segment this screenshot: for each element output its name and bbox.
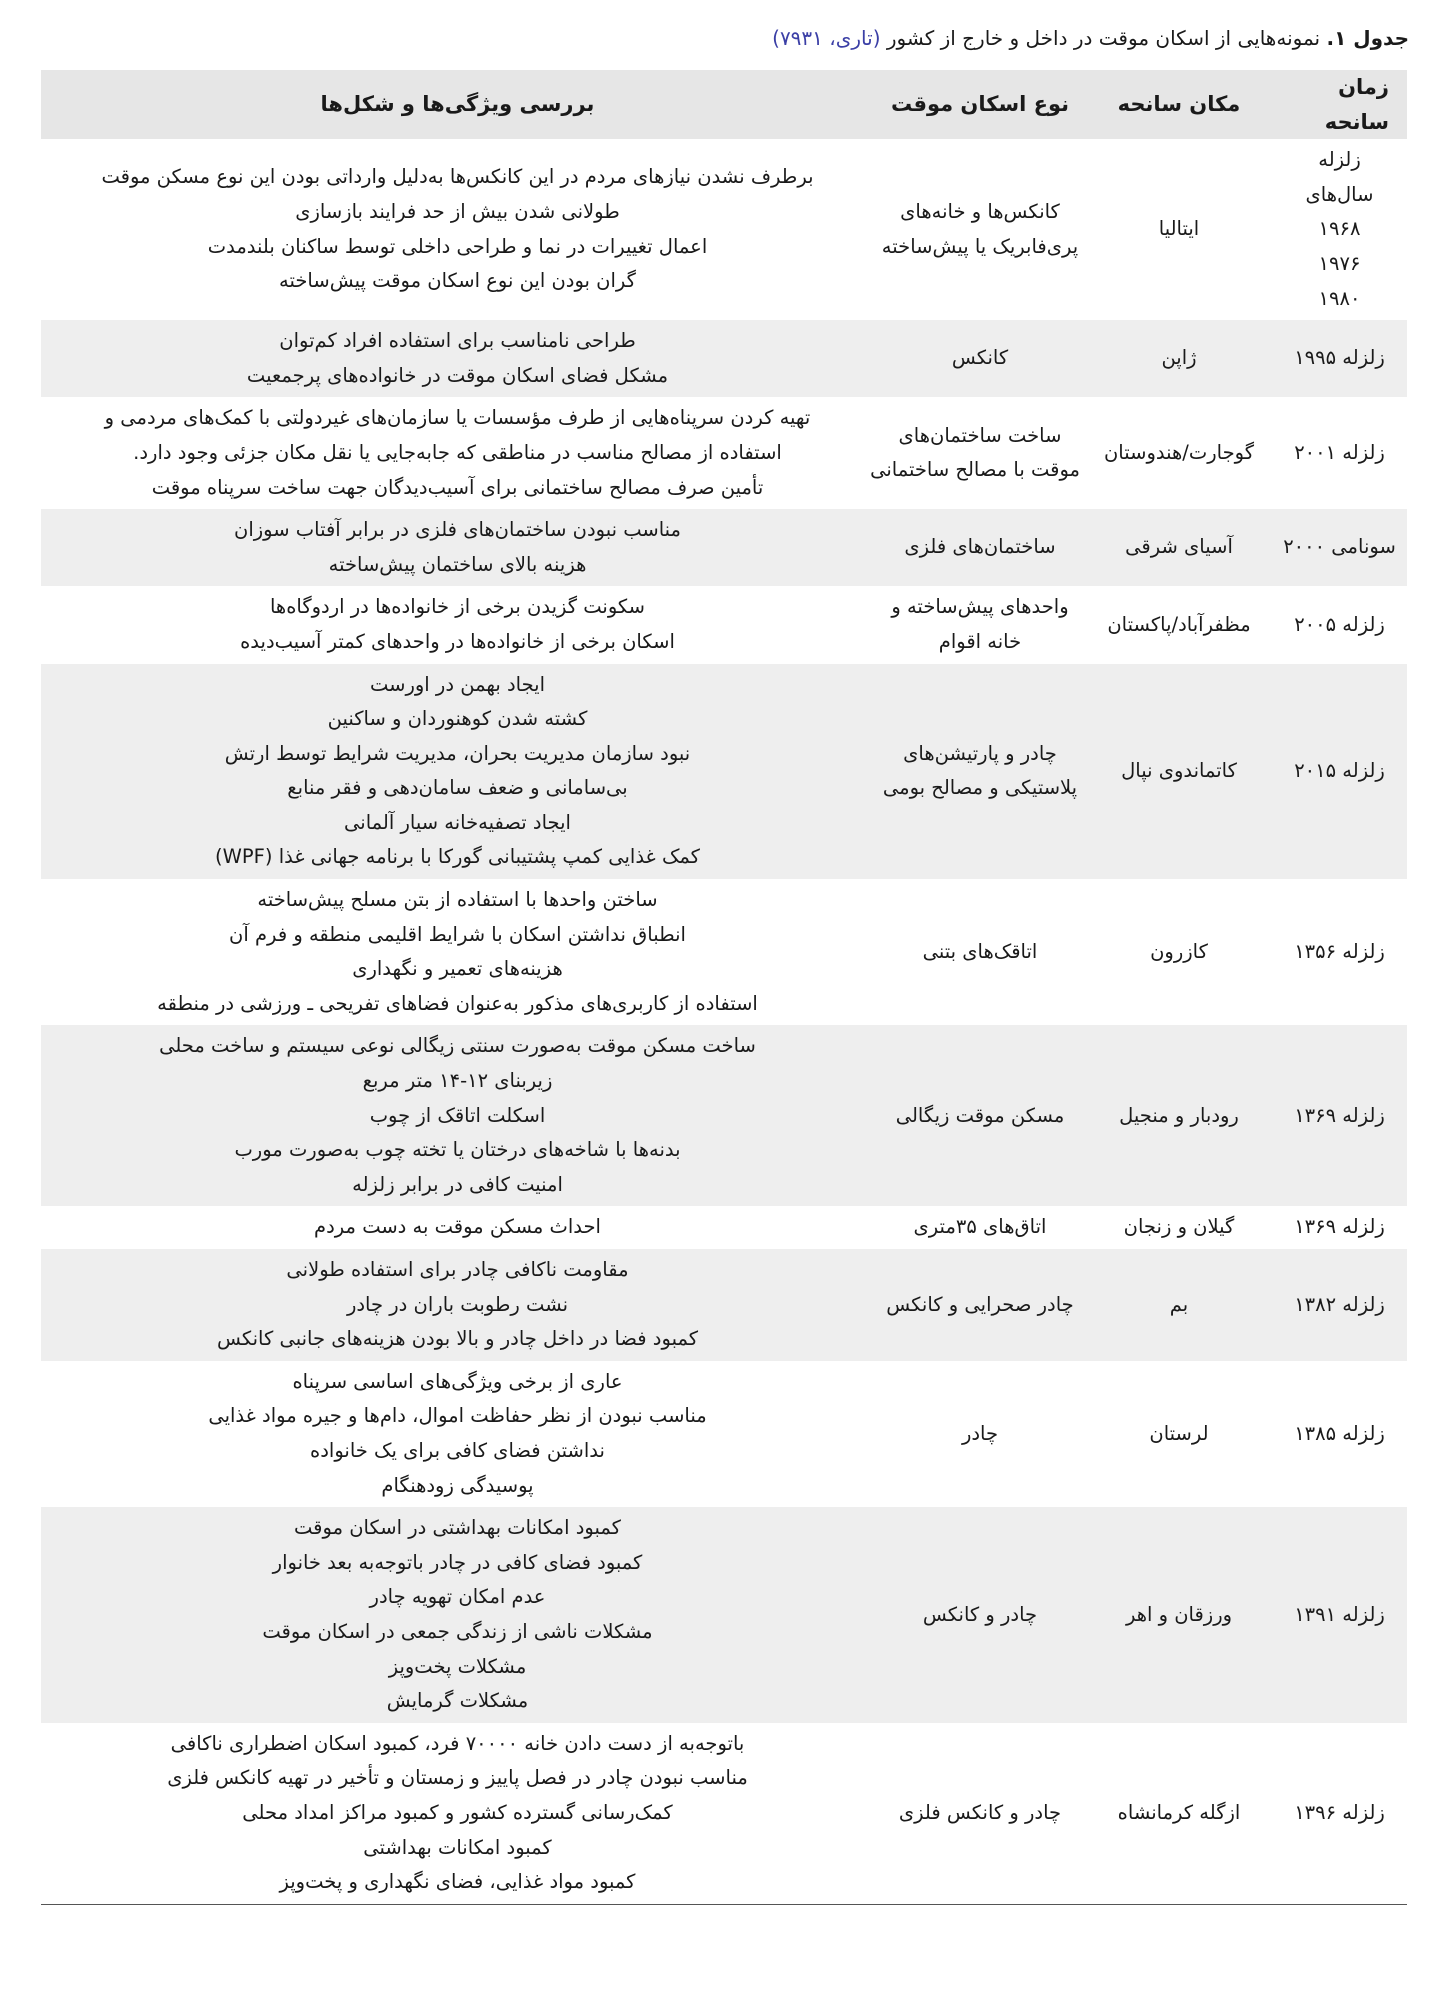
cell-disaster-time	[1272, 139, 1407, 320]
cell-disaster-time	[1272, 1025, 1407, 1206]
cell-housing-type	[874, 320, 1086, 397]
cell-line: مقاومت ناکافی چادر برای استفاده طولانی	[286, 1258, 629, 1281]
table-row	[41, 1249, 1407, 1361]
cell-disaster-place	[1086, 879, 1272, 1025]
cell-housing-type	[874, 664, 1086, 880]
cell-line: مناسب نبودن ساختمان‌های فلزی در برابر آفتاب سوزان	[234, 518, 681, 542]
cell-line: تأمین صرف مصالح ساختمانی برای آسیب‌دیدگان جهت ساخت سرپناه موقت	[151, 475, 764, 499]
cell-line: ۱۹۶۸	[1318, 217, 1361, 241]
cell-line: زلزله	[1318, 148, 1361, 172]
table-row	[41, 1507, 1407, 1723]
cell-line: ۱۹۷۶	[1318, 251, 1361, 275]
cell-disaster-place	[1086, 586, 1272, 663]
cell-disaster-time	[1272, 320, 1407, 397]
cell-line: زلزله ۱۳۸۲	[1294, 1292, 1385, 1316]
cell-line: اسکان برخی از خانواده‌ها در واحدهای کمتر آسیب‌دیده	[240, 629, 675, 653]
cell-line: زلزله ۱۳۹۶	[1294, 1800, 1385, 1824]
cell-disaster-time	[1272, 1723, 1407, 1904]
cell-features	[41, 879, 874, 1025]
cell-disaster-time	[1272, 1249, 1407, 1361]
cell-line: ازگله کرمانشاه	[1117, 1800, 1241, 1824]
cell-line: ورزقان و اهر	[1125, 1602, 1233, 1626]
cell-disaster-time	[1272, 509, 1407, 586]
cell-disaster-time	[1272, 1507, 1407, 1723]
cell-disaster-place	[1086, 1025, 1272, 1206]
cell-features	[41, 509, 874, 586]
cell-features	[41, 1206, 874, 1249]
cell-line: مشکل فضای اسکان موقت در خانواده‌های پرجمعیت	[246, 363, 669, 387]
table-body	[41, 139, 1407, 1904]
cell-line: پری‌فابریک یا پیش‌ساخته	[881, 234, 1079, 258]
cell-line: بی‌سامانی و ضعف سامان‌دهی و فقر منابع	[287, 776, 628, 800]
cell-disaster-place	[1086, 139, 1272, 320]
cell-features	[41, 139, 874, 320]
cell-line: گران بودن این نوع اسکان موقت پیش‌ساخته	[279, 269, 636, 293]
table-row	[41, 509, 1407, 586]
cell-line: چادر	[961, 1421, 999, 1445]
cell-disaster-place	[1086, 320, 1272, 397]
cell-features	[41, 1361, 874, 1507]
cell-line: کمک‌رسانی گسترده کشور و کمبود مراکز امداد محلی	[242, 1800, 673, 1824]
cell-line: زلزله ۲۰۰۵	[1294, 612, 1385, 636]
cell-housing-type	[874, 509, 1086, 586]
cell-line: اتاق‌های ۳۵متری	[913, 1215, 1047, 1239]
cell-line: اسکلت اتاقک از چوب	[369, 1103, 546, 1127]
cell-housing-type	[874, 586, 1086, 663]
cell-line: گوجارت/هندوستان	[1103, 440, 1254, 464]
cell-line: طولانی شدن بیش از حد فرایند بازسازی	[295, 200, 620, 224]
cell-housing-type	[874, 139, 1086, 320]
cell-line: مناسب نبودن چادر در فصل پاییز و زمستان و تأخیر در تهیه کانکس فلزی	[167, 1766, 748, 1790]
cell-disaster-time	[1272, 397, 1407, 509]
cell-line: کمک غذایی کمپ پشتیبانی گورکا با برنامه جهانی غذا (WPF)	[215, 845, 700, 869]
cell-disaster-place	[1086, 1723, 1272, 1904]
cell-line: ژاپن	[1161, 346, 1197, 370]
cell-line: ساختن واحدها با استفاده از بتن مسلح پیش‌ساخته	[257, 888, 658, 912]
cell-line: چادر و کانکس فلزی	[898, 1800, 1062, 1824]
cell-line: ساخت ساختمان‌های	[898, 423, 1062, 447]
cell-line: سکونت گزیدن برخی از خانواده‌ها در اردوگاه‌ها	[269, 595, 646, 619]
cell-disaster-place	[1086, 509, 1272, 586]
cell-features	[41, 397, 874, 509]
header-disaster-place: مکان سانحه	[1086, 70, 1272, 139]
table-row	[41, 879, 1407, 1025]
cell-line: امنیت کافی در برابر زلزله	[352, 1172, 563, 1196]
table-row	[41, 1206, 1407, 1249]
cell-line: کمبود امکانات بهداشتی در اسکان موقت	[294, 1516, 621, 1540]
cell-line: طراحی نامناسب برای استفاده افراد کم‌توان	[279, 329, 636, 353]
cell-line: خانه اقوام	[938, 629, 1022, 653]
cell-line: بدنه‌ها با شاخه‌های درختان یا تخته چوب به‌صورت مورب	[234, 1138, 681, 1162]
cell-line: زلزله ۱۳۵۶	[1294, 939, 1385, 963]
table-row	[41, 139, 1407, 320]
cell-disaster-place	[1086, 397, 1272, 509]
cell-line: پوسیدگی زودهنگام	[381, 1473, 534, 1497]
header-disaster-time: زمان سانحه	[1272, 70, 1407, 139]
table-row	[41, 1723, 1407, 1904]
cell-housing-type	[874, 879, 1086, 1025]
cell-line: برطرف نشدن نیازهای مردم در این کانکس‌ها به‌دلیل وارداتی بودن این نوع مسکن موقت	[101, 165, 814, 189]
cell-disaster-place	[1086, 1507, 1272, 1723]
cell-disaster-place	[1086, 1361, 1272, 1507]
cell-disaster-time	[1272, 664, 1407, 880]
cell-line: موقت با مصالح ساختمانی	[870, 458, 1080, 482]
table-row	[41, 586, 1407, 663]
cell-line: چادر صحرایی و کانکس	[886, 1292, 1074, 1316]
cell-line: هزینه‌های تعمیر و نگهداری	[352, 957, 563, 981]
cell-line: نبود سازمان مدیریت بحران، مدیریت شرایط توسط ارتش	[224, 741, 691, 765]
cell-line: ساختمان‌های فلزی	[904, 535, 1056, 559]
cell-features	[41, 586, 874, 663]
header-housing-type: نوع اسکان موقت	[874, 70, 1086, 139]
cell-line: عاری از برخی ویژگی‌های اساسی سرپناه	[292, 1369, 623, 1393]
cell-line: زلزله ۱۳۹۱	[1294, 1602, 1385, 1626]
table-header-row	[41, 70, 1407, 139]
cell-features	[41, 1249, 874, 1361]
cell-line: ساخت مسکن موقت به‌صورت سنتی زیگالی نوعی سیستم و ساخت محلی	[159, 1034, 756, 1058]
cell-features	[41, 1723, 874, 1904]
cell-line: مظفرآباد/پاکستان	[1107, 612, 1251, 636]
cell-line: اتاقک‌های بتنی	[922, 939, 1038, 963]
cell-line: چادر و پارتیشن‌های	[903, 741, 1057, 765]
cell-line: کمبود فضا در داخل چادر و بالا بودن هزینه‌های جانبی کانکس	[216, 1327, 699, 1351]
cell-line: کاتماندوی نپال	[1121, 758, 1237, 782]
cell-housing-type	[874, 1507, 1086, 1723]
cell-features	[41, 664, 874, 880]
cell-line: ایجاد تصفیه‌خانه سیار آلمانی	[344, 810, 571, 834]
cell-line: زلزله ۱۳۶۹	[1294, 1103, 1385, 1127]
cell-disaster-place	[1086, 1249, 1272, 1361]
cell-line: کمبود مواد غذایی، فضای نگهداری و پخت‌وپز	[279, 1870, 636, 1894]
cell-disaster-time	[1272, 586, 1407, 663]
cell-line: نداشتن فضای کافی برای یک خانواده	[310, 1438, 605, 1462]
cell-housing-type	[874, 1206, 1086, 1249]
cell-line: مناسب نبودن از نظر حفاظت اموال، دام‌ها و جیره مواد غذایی	[208, 1404, 707, 1428]
cell-line: رودبار و منجیل	[1119, 1103, 1239, 1127]
cell-line: ایتالیا	[1158, 217, 1200, 241]
cell-line: آسیای شرقی	[1125, 535, 1233, 559]
cell-line: احداث مسکن موقت به دست مردم	[314, 1215, 601, 1239]
cell-line: زلزله ۱۳۸۵	[1294, 1421, 1385, 1445]
caption-label: جدول ۱.	[1326, 26, 1409, 50]
cell-line: واحدهای پیش‌ساخته و	[891, 595, 1069, 619]
cell-housing-type	[874, 1361, 1086, 1507]
cell-line: چادر و کانکس	[922, 1602, 1038, 1626]
cell-features	[41, 1507, 874, 1723]
table-row	[41, 664, 1407, 880]
cell-line: مشکلات ناشی از زندگی جمعی در اسکان موقت	[262, 1619, 653, 1643]
cell-line: اعمال تغییرات در نما و طراحی داخلی توسط ساکنان بلندمدت	[207, 234, 708, 258]
cell-disaster-time	[1272, 879, 1407, 1025]
cell-line: زلزله ۲۰۰۱	[1294, 440, 1385, 464]
cell-line: باتوجه‌به از دست دادن خانه ۷۰۰۰۰ فرد، کمبود اسکان اضطراری ناکافی	[170, 1731, 745, 1755]
cell-line: مشکلات پخت‌وپز	[388, 1654, 527, 1678]
cell-line: زلزله ۲۰۱۵	[1294, 758, 1385, 782]
cell-line: استفاده از کاربری‌های مذکور به‌عنوان فضاهای تفریحی ـ ورزشی در منطقه	[157, 991, 758, 1015]
cell-line: ایجاد بهمن در اورست	[369, 672, 546, 696]
cell-line: مسکن موقت زیگالی	[895, 1103, 1065, 1127]
cell-disaster-place	[1086, 664, 1272, 880]
temporary-housing-table	[41, 70, 1407, 1905]
cell-line: انطباق نداشتن اسکان با شرایط اقلیمی منطقه و فرم آن	[229, 922, 686, 946]
header-features: بررسی ویژگی‌ها و شکل‌ها	[41, 70, 874, 139]
cell-housing-type	[874, 1249, 1086, 1361]
cell-housing-type	[874, 1025, 1086, 1206]
cell-line: سال‌های	[1305, 182, 1374, 206]
table-row	[41, 320, 1407, 397]
cell-line: زلزله ۱۳۶۹	[1294, 1215, 1385, 1239]
table-caption	[772, 22, 1409, 54]
cell-line: عدم امکان تهویه چادر	[369, 1585, 546, 1609]
cell-line: کازرون	[1150, 939, 1208, 963]
cell-line: زیربنای ۱۲-۱۴ متر مربع	[362, 1069, 553, 1093]
cell-line: کانکس	[951, 346, 1009, 370]
cell-line: تهیه کردن سرپناه‌هایی از طرف مؤسسات یا سازمان‌های غیردولتی با کمک‌های مردمی و	[104, 406, 811, 430]
cell-features	[41, 1025, 874, 1206]
cell-line: ۱۹۸۰	[1318, 286, 1361, 310]
cell-line: زلزله ۱۹۹۵	[1294, 346, 1385, 370]
table-row	[41, 397, 1407, 509]
cell-line: کمبود امکانات بهداشتی	[363, 1835, 552, 1859]
cell-housing-type	[874, 1723, 1086, 1904]
cell-line: بم	[1169, 1292, 1189, 1316]
cell-disaster-place	[1086, 1206, 1272, 1249]
cell-features	[41, 320, 874, 397]
caption-text: نمونه‌هایی از اسکان موقت در داخل و خارج از کشور	[880, 26, 1327, 50]
table-row	[41, 1361, 1407, 1507]
cell-line: کشته شدن کوهنوردان و ساکنین	[327, 707, 588, 731]
cell-line: لرستان	[1149, 1421, 1209, 1445]
cell-line: پلاستیکی و مصالح بومی	[882, 776, 1078, 800]
cell-line: مشکلات گرمایش	[386, 1689, 529, 1713]
cell-line: کانکس‌ها و خانه‌های	[900, 200, 1060, 224]
caption-citation-link[interactable]: (تاری، ۷۹۳۱)	[772, 26, 881, 50]
cell-line: سونامی ۲۰۰۰	[1283, 535, 1396, 559]
cell-line: نشت رطوبت باران در چادر	[346, 1292, 569, 1316]
table-row	[41, 1025, 1407, 1206]
cell-line: کمبود فضای کافی در چادر باتوجه‌به بعد خانوار	[272, 1550, 643, 1574]
cell-line: هزینه بالای ساختمان پیش‌ساخته	[328, 552, 587, 576]
cell-line: استفاده از مصالح مناسب در مناطقی که جابه‌جایی یا نقل مکان جزئی وجود دارد.	[133, 440, 782, 464]
cell-disaster-time	[1272, 1206, 1407, 1249]
cell-disaster-time	[1272, 1361, 1407, 1507]
cell-housing-type	[870, 397, 1086, 509]
cell-line: گیلان و زنجان	[1123, 1215, 1235, 1239]
